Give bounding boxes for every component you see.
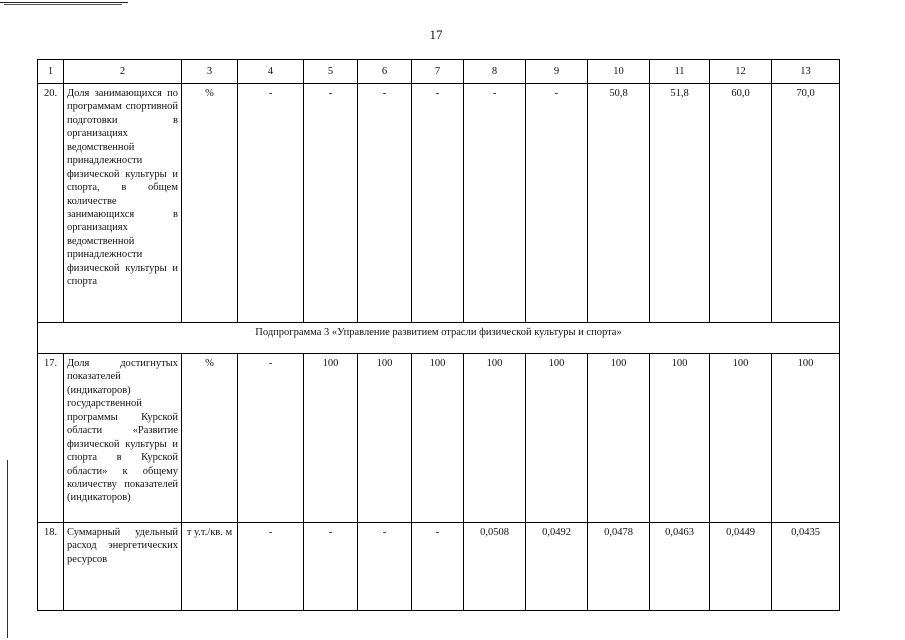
subprogram-title: Подпрограмма 3 «Управление развитием отрасли физической культуры и спорта» <box>38 323 840 354</box>
value-cell: 100 <box>710 354 772 523</box>
value-cell: - <box>526 84 588 323</box>
column-number: 10 <box>588 60 650 84</box>
column-number: 5 <box>304 60 358 84</box>
column-number: 13 <box>772 60 840 84</box>
value-cell: - <box>238 354 304 523</box>
value-cell: - <box>464 84 526 323</box>
indicator-description: Доля достигнутых показателей (индикаторов) государственной программы Курской области «Развитие физической культуры и спорта в Курской области» к общему количеству показателей (индикаторов) <box>64 354 182 523</box>
value-cell: - <box>412 523 464 611</box>
column-number: 6 <box>358 60 412 84</box>
subprogram-row <box>38 323 840 354</box>
unit-cell: т у.т./кв. м <box>182 523 238 611</box>
column-number: 4 <box>238 60 304 84</box>
indicator-description: Суммарный удельный расход энергетических ресурсов <box>64 523 182 611</box>
column-number: 8 <box>464 60 526 84</box>
unit-cell: % <box>182 84 238 323</box>
table-row <box>38 354 840 523</box>
value-cell: - <box>304 84 358 323</box>
indicator-table <box>37 59 840 611</box>
column-number: 7 <box>412 60 464 84</box>
value-cell: - <box>238 84 304 323</box>
row-index: 18. <box>38 523 64 611</box>
value-cell: - <box>358 523 412 611</box>
value-cell: 70,0 <box>772 84 840 323</box>
table-header-row <box>38 60 840 84</box>
value-cell: - <box>304 523 358 611</box>
table-row <box>38 84 840 323</box>
scan-artifact-line <box>0 2 128 3</box>
value-cell: 100 <box>304 354 358 523</box>
value-cell: 100 <box>588 354 650 523</box>
value-cell: 0,0492 <box>526 523 588 611</box>
scan-artifact-line <box>4 4 122 5</box>
value-cell: - <box>358 84 412 323</box>
indicator-description: Доля занимающихся по программам спортивной подготовки в организациях ведомственной принадлежности физической культуры и спорта, в общем количестве занимающихся в организациях ведомственной принадлежности физической культуры и спорта <box>64 84 182 323</box>
value-cell: 0,0463 <box>650 523 710 611</box>
scan-edge-line <box>7 460 8 638</box>
unit-cell: % <box>182 354 238 523</box>
value-cell: 0,0478 <box>588 523 650 611</box>
column-number: 9 <box>526 60 588 84</box>
value-cell: 100 <box>464 354 526 523</box>
column-number: 1 <box>38 60 64 84</box>
value-cell: 60,0 <box>710 84 772 323</box>
value-cell: 51,8 <box>650 84 710 323</box>
page-number: 17 <box>429 27 443 42</box>
value-cell: 0,0508 <box>464 523 526 611</box>
value-cell: 50,8 <box>588 84 650 323</box>
value-cell: 100 <box>526 354 588 523</box>
value-cell: - <box>412 84 464 323</box>
value-cell: 100 <box>358 354 412 523</box>
table-row <box>38 523 840 611</box>
column-number: 11 <box>650 60 710 84</box>
column-number: 3 <box>182 60 238 84</box>
row-index: 20. <box>38 84 64 323</box>
value-cell: 100 <box>772 354 840 523</box>
value-cell: 0,0435 <box>772 523 840 611</box>
value-cell: 100 <box>412 354 464 523</box>
column-number: 2 <box>64 60 182 84</box>
column-number: 12 <box>710 60 772 84</box>
value-cell: 100 <box>650 354 710 523</box>
row-index: 17. <box>38 354 64 523</box>
value-cell: 0,0449 <box>710 523 772 611</box>
value-cell: - <box>238 523 304 611</box>
